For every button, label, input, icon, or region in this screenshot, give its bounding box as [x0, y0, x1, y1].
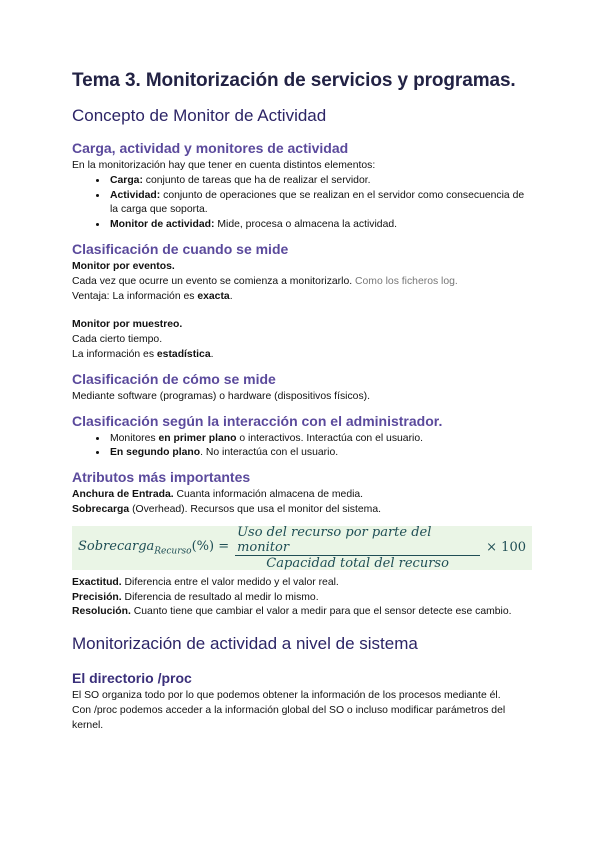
eventos-line: Cada vez que ocurre un evento se comienza a monitorizarlo. Como los ficheros log. [72, 275, 458, 287]
subheading-carga-actividad: Carga, actividad y monitores de actividad [72, 140, 349, 156]
formula-fraction [235, 525, 480, 571]
subheading-como-se-mide: Clasificación de cómo se mide [72, 370, 276, 387]
overhead-formula [72, 526, 532, 570]
elements-list [72, 174, 532, 233]
eventos-ventaja: Ventaja: La información es exacta. [72, 290, 233, 302]
muestreo-title: Monitor por muestreo. [72, 319, 183, 331]
formula-numerator: Uso del recurso por parte del monitor [235, 525, 480, 556]
proc-paragraph-2: Con /proc podemos acceder a la información global del SO o incluso modificar parámetros del kernel. [72, 704, 506, 731]
page-title: Tema 3. Monitorización de servicios y programas. [72, 70, 516, 91]
subheading-cuando-se-mide: Clasificación de cuando se mide [72, 240, 289, 257]
resolucion: Resolución. Cuanto tiene que cambiar el valor a medir para que el sensor detecte ese cambio. [72, 606, 512, 618]
interaccion-list [72, 432, 532, 462]
section-heading-nivel-sistema: Monitorización de actividad a nivel de sistema [72, 634, 418, 654]
eventos-title: Monitor por eventos. [72, 260, 175, 272]
como-se-mide-text: Mediante software (programas) o hardware (dispositivos físicos). [72, 390, 370, 402]
muestreo-estadistica: La información es estadística. [72, 348, 214, 360]
subheading-interaccion: Clasificación según la interacción con el administrador. [72, 412, 443, 429]
document-page [72, 70, 532, 734]
exactitud: Exactitud. Diferencia entre el valor medido y el valor real. [72, 576, 339, 588]
list-item: • Monitor de actividad: Mide, procesa o almacena la actividad. [108, 218, 532, 233]
list-item: • En segundo plano. No interactúa con el usuario. [108, 446, 532, 461]
subheading-atributos: Atributos más importantes [72, 469, 251, 486]
list-item: • Actividad: conjunto de operaciones que se realizan en el servidor como consecuencia de la carga que soporta. [108, 189, 532, 219]
list-item: • Carga: conjunto de tareas que ha de realizar el servidor. [108, 174, 532, 189]
precision: Precisión. Diferencia de resultado al medir lo mismo. [72, 591, 319, 603]
subheading-directorio-proc: El directorio /proc [72, 670, 192, 687]
sobrecarga: Sobrecarga (Overhead). Recursos que usa el monitor del sistema. [72, 503, 381, 515]
muestreo-line: Cada cierto tiempo. [72, 334, 163, 346]
anchura-entrada: Anchura de Entrada. Cuanta información almacena de media. [72, 489, 364, 501]
formula-multiplier: × 100 [486, 540, 526, 556]
formula-lhs: Sobrecarga$_{Recurso}$(%) = [78, 538, 230, 557]
intro-text: En la monitorización hay que tener en cuenta distintos elementos: [72, 160, 376, 171]
formula-denominator: Capacidad total del recurso [266, 555, 449, 571]
list-item: • Monitores en primer plano o interactivos. Interactúa con el usuario. [108, 432, 532, 447]
proc-paragraph-1: El SO organiza todo por lo que podemos obtener la información de los procesos mediante él. [72, 690, 501, 702]
section-heading-monitor-actividad: Concepto de Monitor de Actividad [72, 106, 327, 125]
